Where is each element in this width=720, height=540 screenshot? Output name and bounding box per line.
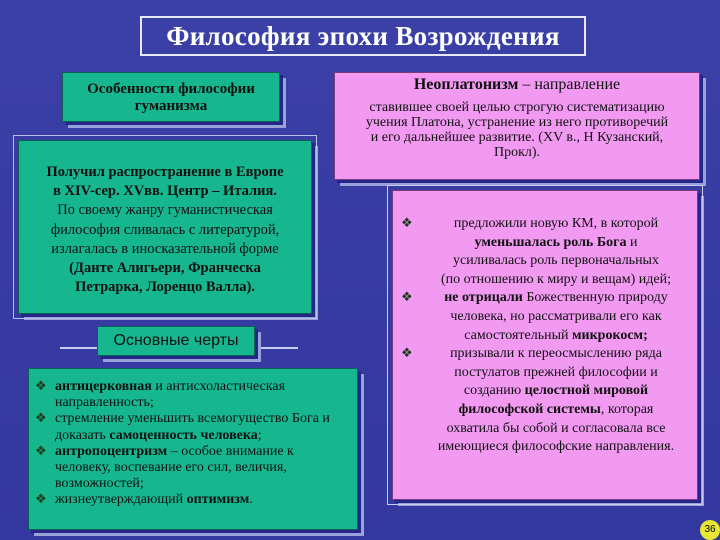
diamond-bullet-icon: ❖ <box>401 346 413 362</box>
page-number-badge: 36 <box>700 520 720 540</box>
list-item: ❖ антицерковная и антисхоластическая направленность; <box>35 379 286 411</box>
diamond-bullet-icon: ❖ <box>35 411 47 427</box>
neoplatonism-heading: Неоплатонизм – направление <box>413 76 621 93</box>
list-item: ❖ антропоцентризм – особое внимание к человеку, воспевание его сил, величия, возможностей; <box>35 443 294 492</box>
humanism-header-box <box>62 72 280 122</box>
list-item: ❖ стремление уменьшить всемогущество Бога и доказать самоценность человека; <box>35 411 330 443</box>
spread-line: По своему жанру гуманистическая <box>57 202 273 219</box>
divider <box>60 347 100 349</box>
features-label-box <box>97 326 255 356</box>
list-item: ❖ не отрицали Божественную природу человека, но рассматривали его как самостоятельный микрокосм; <box>401 289 691 345</box>
diamond-bullet-icon: ❖ <box>35 443 47 459</box>
spread-line: Получил распространение в Европе <box>46 164 284 180</box>
spread-line: Петрарка, Лоренцо Валла). <box>75 279 255 296</box>
diamond-bullet-icon: ❖ <box>35 379 47 394</box>
neoplatonism-description: ставившее своей целью строгую систематизацию учения Платона, устранение из него противоречий и его дальнейшее развитие. (XV в., Н Кузанский, Прокл). <box>365 100 669 160</box>
list-item: ❖ призывали к переосмыслению ряда постулатов прежней философии и созданию целостной мировой философской системы, которая охватила бы собой и согласовала все имеющиеся философские направления. <box>401 345 691 457</box>
spread-line: философия сливалась с литературой, <box>50 221 280 238</box>
diamond-bullet-icon: ❖ <box>401 290 413 306</box>
page-title: Философия эпохи Возрождения <box>140 16 586 56</box>
list-item: ❖ жизнеутверждающий оптимизм. <box>35 492 253 508</box>
spread-line: в XIV-сер. XVвв. Центр – Италия. <box>53 183 277 200</box>
humanism-spread-box <box>18 140 312 314</box>
diamond-bullet-icon: ❖ <box>35 492 47 508</box>
features-box <box>28 368 358 530</box>
features-label: Основные черты <box>113 332 239 349</box>
spread-line: излагалась в иносказательной форме <box>51 240 279 257</box>
divider <box>258 347 298 349</box>
neoplatonism-points-box <box>392 190 698 500</box>
spread-line: (Данте Алигьери, Франческа <box>69 260 261 277</box>
list-item: ❖ предложили новую КМ, в которой уменьшалась роль Бога и усиливалась роль первоначальных (по отношению к миру и вещам) идей; <box>401 215 691 289</box>
humanism-header: Особенности философии гуманизма <box>87 81 255 114</box>
diamond-bullet-icon: ❖ <box>401 216 413 231</box>
